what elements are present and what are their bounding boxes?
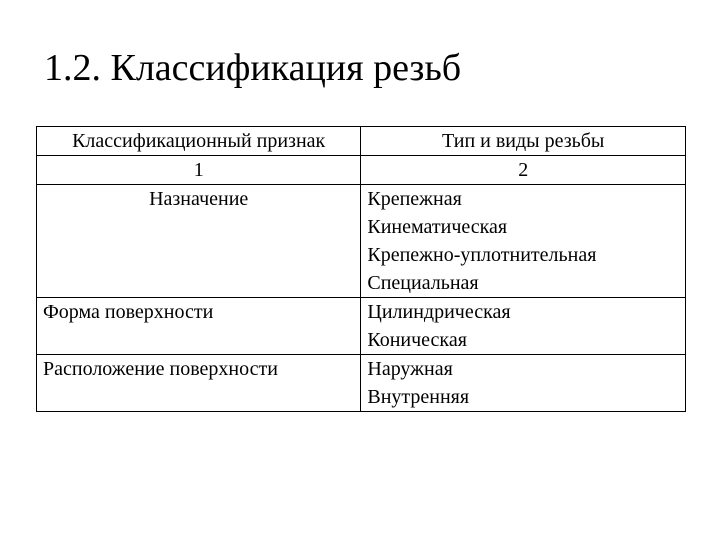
slide-title: 1.2. Классификация резьб xyxy=(44,47,462,89)
table-header-row xyxy=(37,127,686,156)
thread-type-item: Крепежно-уплотнительная xyxy=(367,244,597,266)
classification-table xyxy=(36,126,686,412)
column-number-row xyxy=(37,156,686,185)
types-cell-purpose xyxy=(361,185,686,298)
types-cell-surface-shape xyxy=(361,298,686,355)
feature-cell-surface-location: Расположение поверхности xyxy=(37,355,361,412)
column-number-2: 2 xyxy=(361,156,686,185)
thread-type-item: Кинематическая xyxy=(367,216,508,238)
column-number-1: 1 xyxy=(37,156,361,185)
thread-type-item: Внутренняя xyxy=(367,386,470,408)
header-feature: Классификационный признак xyxy=(37,127,361,156)
thread-type-item: Коническая xyxy=(367,329,467,351)
table-row xyxy=(37,185,686,298)
thread-type-item: Специальная xyxy=(367,272,479,294)
table-row xyxy=(37,298,686,355)
types-cell-surface-location xyxy=(361,355,686,412)
feature-cell-surface-shape: Форма поверхности xyxy=(37,298,361,355)
thread-type-item: Крепежная xyxy=(367,188,462,210)
header-thread-types: Тип и виды резьбы xyxy=(361,127,686,156)
thread-type-item: Цилиндрическая xyxy=(367,301,511,323)
thread-type-item: Наружная xyxy=(367,358,453,380)
table-row xyxy=(37,355,686,412)
feature-cell-purpose: Назначение xyxy=(37,185,361,298)
